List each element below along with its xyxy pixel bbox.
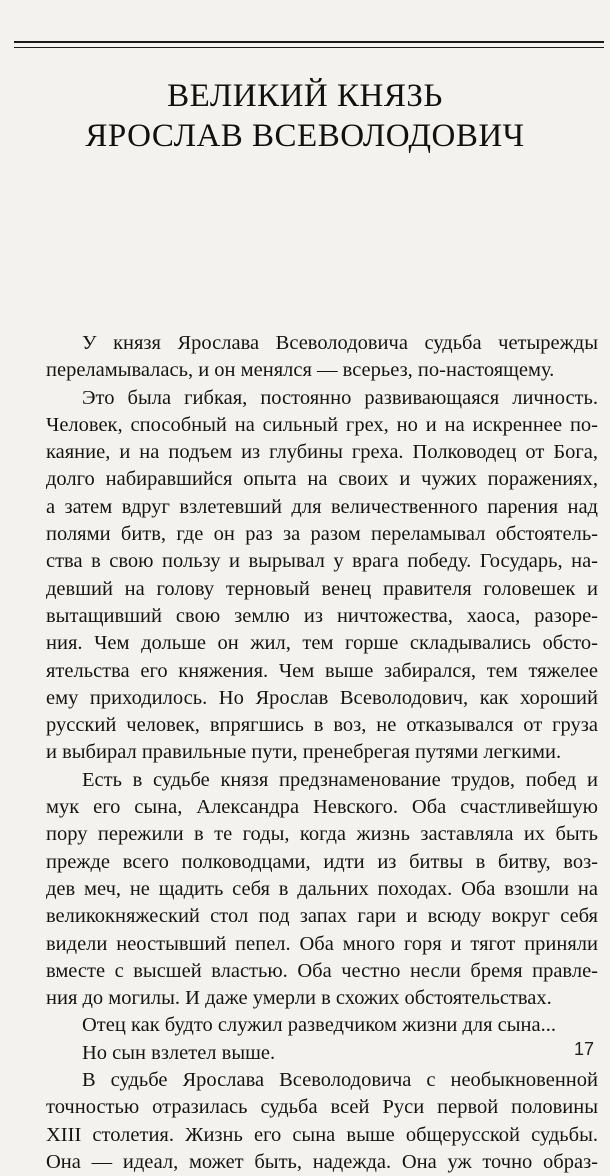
text-line: мук его сына, Александра Невского. Оба счастливейшую	[46, 796, 598, 819]
text-line: ятельства его княжения. Чем выше забирался, тем тяжелее	[46, 659, 598, 682]
page-number: 17	[573, 1039, 594, 1059]
text-line: ния. Чем дольше он жил, тем горше складывались обсто-	[46, 632, 598, 655]
text-line: видели неостывший пепел. Оба много горя и тягот приняли	[46, 932, 598, 955]
text-line: Это была гибкая, постоянно развивающаяся личность.	[82, 386, 598, 409]
text-line: переламывалась, и он менялся — всерьез, по-настоящему.	[46, 359, 555, 382]
text-line: Она — идеал, может быть, надежда. Она уж точно образ-	[46, 1150, 598, 1173]
text-line: XIII столетия. Жизнь его сына выше общерусской судьбы.	[46, 1123, 598, 1146]
text-line: вместе с высшей властью. Оба честно несли бремя правле-	[46, 959, 598, 982]
text-line: а затем вдруг взлетевший для величественного парения над	[46, 495, 598, 518]
header-rule-thick	[14, 41, 604, 43]
text-line: У князя Ярослава Всеволодовича судьба четырежды	[82, 332, 598, 354]
text-line: Но сын взлетел выше.	[82, 1041, 276, 1064]
text-line: девший на голову терновый венец правителя головешек и	[46, 577, 598, 600]
text-line: дев меч, не щадить себя в дальних походах. Оба взошли на	[46, 877, 598, 900]
text-line: вытащивший свою землю из ничтожества, хаоса, разоре-	[46, 604, 598, 627]
chapter-title-line-1: ВЕЛИКИЙ КНЯЗЬ	[167, 78, 443, 114]
text-line: прежде всего полководцами, идти из битвы в битву, воз-	[46, 850, 598, 873]
text-line: пору пережили в те годы, когда жизнь заставляла их быть	[46, 823, 598, 846]
text-line: и выбирал правильные пути, пренебрегая путями легкими.	[46, 741, 562, 764]
text-line: ния до могилы. И даже умерли в схожих обстоятельствах.	[46, 987, 552, 1010]
text-line: Есть в судьбе князя предзнаменование трудов, побед и	[82, 768, 598, 791]
chapter-title-line-2: ЯРОСЛАВ ВСЕВОЛОДОВИЧ	[85, 118, 525, 154]
text-line: полями битв, где он раз за разом переламывал обстоятель-	[46, 523, 598, 546]
text-line: великокняжеский стол под запах гари и всюду вокруг себя	[46, 905, 598, 928]
text-line: долго набиравшийся опыта на своих и чужих поражениях,	[46, 468, 598, 491]
text-line: Человек, способный на сильный грех, но и на искреннее по-	[46, 413, 598, 436]
text-line: русский человек, впрягшись в воз, не отказывался от груза	[46, 714, 598, 737]
text-line: ства в свою пользу и вырывал у врага победу. Государь, на-	[46, 550, 598, 573]
text-line: ему приходилось. Но Ярослав Всеволодович, как хороший	[46, 686, 598, 709]
text-line: В судьбе Ярослава Всеволодовича с необыкновенной	[82, 1069, 598, 1092]
header-rule-thin	[14, 47, 604, 48]
body-text	[46, 330, 598, 1176]
text-line: Отец как будто служил разведчиком жизни для сына...	[82, 1014, 556, 1037]
text-line: каяние, и на подъем из глубины греха. Полководец от Бога,	[46, 441, 598, 464]
chapter-title	[60, 76, 550, 156]
text-line: точностью отразилась судьба всей Руси первой половины	[46, 1096, 598, 1119]
